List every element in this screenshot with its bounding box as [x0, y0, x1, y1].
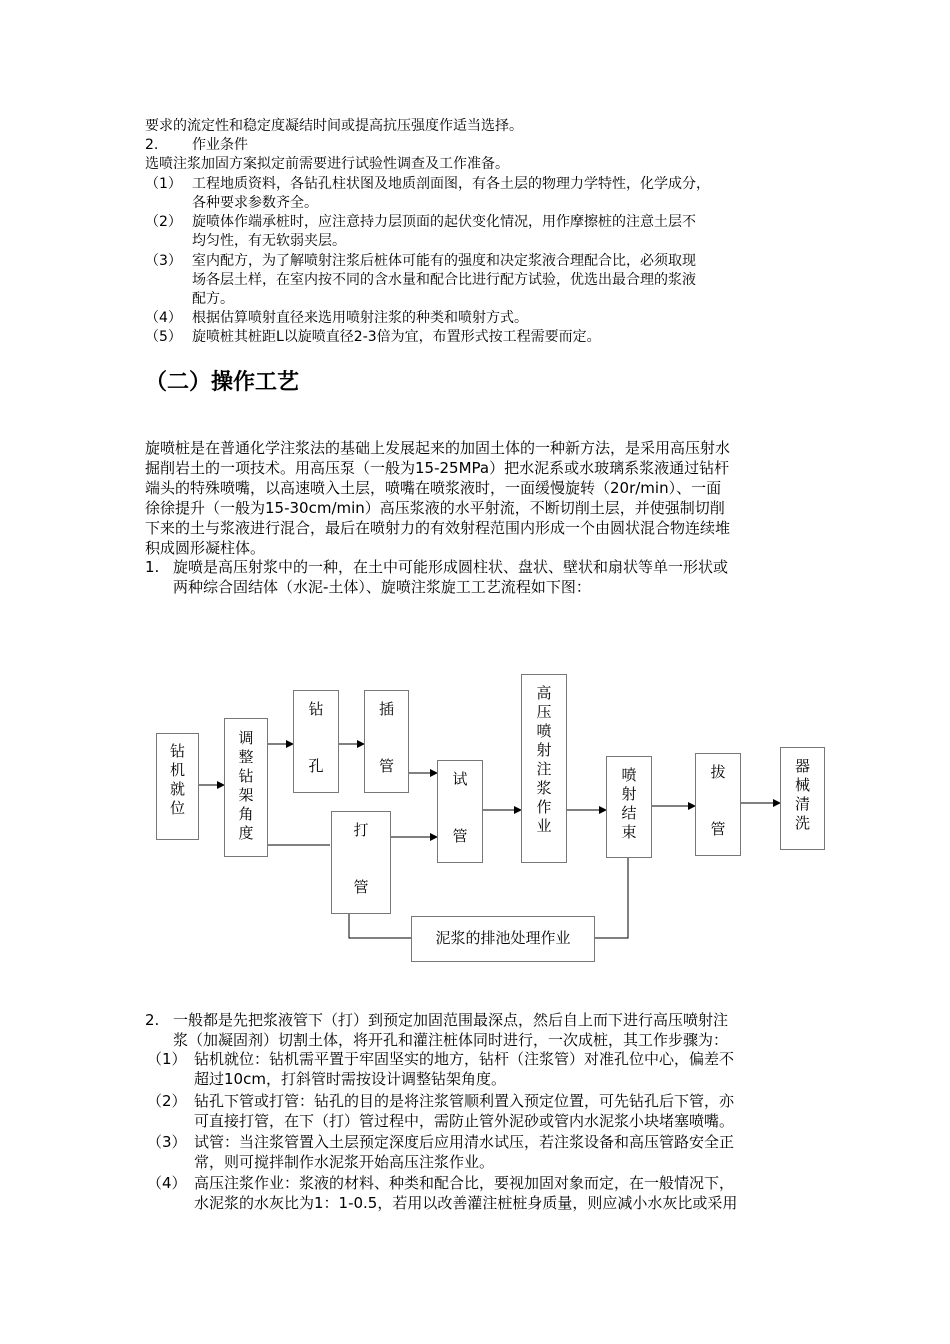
step-3-line-1: 试管：当注浆管置入土层预定深度后应用清水试压，若注浆设备和高压管路安全正: [194, 1133, 735, 1151]
item-2-line-1: 一般都是先把浆液管下（打）到预定加固范围最深点，然后自上而下进行高压喷射注: [173, 1011, 729, 1029]
flow-step-drive-pipe-label: 打 管: [353, 821, 369, 896]
step-4-line-2: 水泥浆的水灰比为1：1-0.5，若用以改善灌注桩桩身质量，则应减小水灰比或采用: [194, 1194, 738, 1212]
flow-step-high-pressure: [521, 674, 567, 863]
para-line-6: 积成圆形凝柱体。: [145, 539, 266, 557]
para-line-1: 旋喷桩是在普通化学注浆法的基础上发展起来的加固土体的一种新方法，是采用高压射水: [145, 439, 731, 457]
condition-2-line-2: 均匀性，有无软弱夹层。: [192, 233, 346, 249]
step-2-num: （2）: [147, 1092, 187, 1110]
line-mud-to-end: [594, 857, 628, 938]
flow-step-mud-treatment-label: 泥浆的排池处理作业: [435, 929, 571, 947]
step-2-line-1: 钻孔下管或打管：钻孔的目的是将注浆管顺利置入预定位置，可先钻孔后下管，亦: [194, 1092, 735, 1110]
flow-step-drill-hole-label: 钻 孔: [308, 700, 324, 775]
line-drive-to-mud: [349, 913, 412, 938]
step-3-num: （3）: [147, 1133, 187, 1151]
flow-step-mud-treatment: [411, 916, 595, 962]
intro-line-1: 要求的流定性和稳定度凝结时间或提高抗压强度作适当选择。: [145, 118, 523, 134]
condition-3-line-2: 场各层土样，在室内按不同的含水量和配合比进行配方试验，优选出最合理的浆液: [192, 272, 696, 288]
flow-step-clean-label: 器 械 清 洗: [794, 757, 810, 832]
condition-3-line-1: 室内配方，为了解喷射注浆后桩体可能有的强度和决定浆液合理配合比，必须取现: [192, 253, 696, 269]
item-2-num: 2.: [145, 1011, 160, 1029]
condition-1-line-2: 各种要求参数齐全。: [192, 195, 318, 211]
para-line-3: 端头的特殊喷嘴，以高速喷入土层，喷嘴在喷浆液时，一面缓慢旋转（20r/min）、一面: [145, 479, 722, 497]
flow-step-spray-end: [606, 756, 652, 858]
section-title: 作业条件: [192, 137, 248, 153]
flow-step-insert-pipe-label: 插 管: [378, 700, 394, 775]
condition-2-num: （2）: [145, 214, 182, 230]
flow-step-clean: [780, 747, 825, 850]
condition-2-line-1: 旋喷体作端承桩时，应注意持力层顶面的起伏变化情况，用作摩擦桩的注意土层不: [192, 214, 696, 230]
section-number: 2.: [145, 137, 159, 153]
flow-step-insert-pipe: [364, 690, 409, 793]
flow-step-drill-position: [156, 733, 199, 840]
flow-step-spray-end-label: 喷 射 结 束: [621, 766, 637, 841]
flow-step-drill-position-label: 钻 机 就 位: [169, 742, 185, 817]
step-4-num: （4）: [147, 1174, 187, 1192]
intro-line-3: 选喷注浆加固方案拟定前需要进行试验性调查及工作准备。: [145, 156, 509, 172]
condition-5-num: （5）: [145, 329, 182, 345]
condition-4-num: （4）: [145, 310, 182, 326]
flow-step-test-pipe: [437, 760, 483, 863]
flow-step-pull-pipe-label: 拔 管: [710, 763, 726, 838]
flow-step-test-pipe-label: 试 管: [452, 770, 468, 845]
step-2-line-2: 可直接打管，在下（打）管过程中，需防止管外泥砂或管内水泥浆小块堵塞喷嘴。: [194, 1112, 735, 1130]
step-3-line-2: 常，则可搅拌制作水泥浆开始高压注浆作业。: [194, 1153, 495, 1171]
condition-1-num: （1）: [145, 176, 182, 192]
flow-step-drill-hole: [293, 690, 339, 793]
step-1-num: （1）: [147, 1050, 187, 1068]
flow-step-high-pressure-label: 高 压 喷 射 注 浆 作 业: [536, 684, 552, 835]
step-1-line-1: 钻机就位：钻机需平置于牢固坚实的地方，钻杆（注浆管）对准孔位中心，偏差不: [194, 1050, 735, 1068]
flow-step-adjust-frame: [224, 718, 268, 857]
para-line-4: 徐徐提升（一般为15-30cm/min）高压浆液的水平射流，不断切削土层，并使强制切削: [145, 499, 725, 517]
condition-4-line-1: 根据估算喷射直径来选用喷射注浆的种类和喷射方式。: [192, 310, 528, 326]
step-4-line-1: 高压注浆作业：浆液的材料、种类和配合比，要视加固对象而定，在一般情况下，: [194, 1174, 735, 1192]
step-1-line-2: 超过10cm，打斜管时需按设计调整钻架角度。: [194, 1070, 506, 1088]
para-line-2: 掘削岩土的一项技术。用高压泵（一般为15-25MPa）把水泥系或水玻璃系浆液通过钻杆: [145, 459, 730, 477]
condition-5-line-1: 旋喷桩其桩距L以旋喷直径2-3倍为宜，布置形式按工程需要而定。: [192, 329, 601, 345]
condition-3-line-3: 配方。: [192, 291, 234, 307]
flow-step-pull-pipe: [695, 753, 741, 856]
item-2-line-2: 浆（加凝固剂）切割土体，将开孔和灌注桩体同时进行，一次成桩，其工作步骤为：: [173, 1031, 729, 1049]
para-line-5: 下来的土与浆液进行混合，最后在喷射力的有效射程范围内形成一个由圆状混合物连续堆: [145, 519, 731, 537]
item-1-line-2: 两种综合固结体（水泥-土体）、旋喷注浆旋工工艺流程如下图：: [173, 578, 591, 596]
flow-step-adjust-frame-label: 调 整 钻 架 角 度: [238, 729, 254, 842]
flow-step-drive-pipe: [331, 811, 391, 914]
condition-3-num: （3）: [145, 253, 182, 269]
item-1-num: 1.: [145, 558, 160, 576]
section-heading: （二）操作工艺: [145, 370, 300, 395]
item-1-line-1: 旋喷是高压射浆中的一种，在土中可能形成圆柱状、盘状、壁状和扇状等单一形状或: [173, 558, 729, 576]
condition-1-line-1: 工程地质资料，各钻孔柱状图及地质剖面图，有各土层的物理力学特性，化学成分，: [192, 176, 710, 192]
